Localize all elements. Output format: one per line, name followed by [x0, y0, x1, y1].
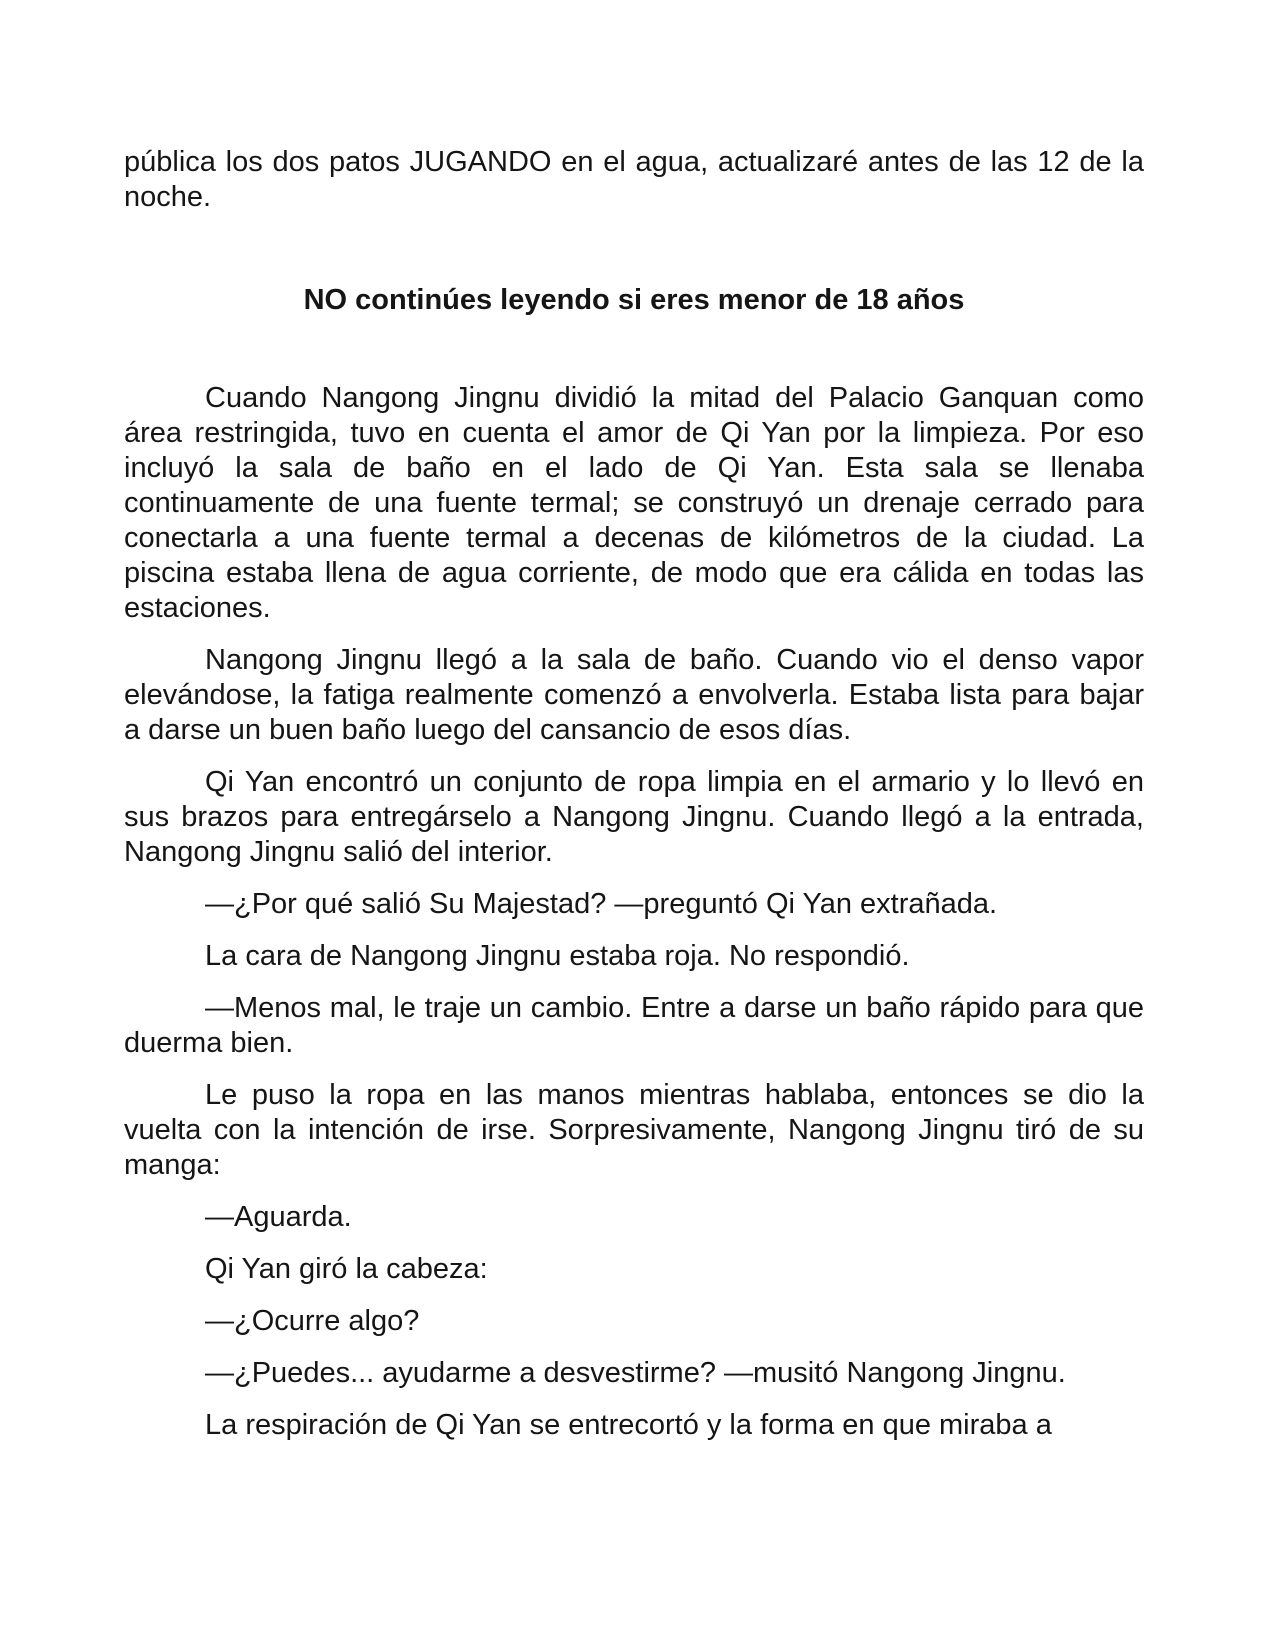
dialogue-paragraph: —¿Puedes... ayudarme a desvestirme? —musitó Nangong Jingnu. [205, 1357, 1066, 1389]
body-paragraph: Nangong Jingnu llegó a la sala de baño. Cuando vio el denso vapor elevándose, la fatiga realmente comenzó a envolverla. Estaba lista para bajar a darse un buen baño luego del cansancio de esos días. [124, 644, 1144, 746]
dialogue-paragraph: —Menos mal, le traje un cambio. Entre a darse un baño rápido para que duerma bien. [124, 992, 1144, 1059]
body-paragraph: Cuando Nangong Jingnu dividió la mitad del Palacio Ganquan como área restringida, tuvo en cuenta el amor de Qi Yan por la limpieza. Por eso incluyó la sala de baño en el lado de Qi Yan. Esta sala se llenaba continuamente de una fuente termal; se construyó un drenaje cerrado para conectarla a una fuente termal a decenas de kilómetros de la ciudad. La piscina estaba llena de agua corriente, de modo que era cálida en todas las estaciones. [124, 382, 1144, 624]
intro-paragraph: pública los dos patos JUGANDO en el agua, actualizaré antes de las 12 de la noche. [124, 146, 1144, 213]
body-paragraph: Le puso la ropa en las manos mientras hablaba, entonces se dio la vuelta con la intención de irse. Sorpresivamente, Nangong Jingnu tiró de su manga: [124, 1079, 1144, 1181]
dialogue-paragraph: —¿Ocurre algo? [205, 1305, 420, 1337]
age-warning-heading: NO continúes leyendo si eres menor de 18 años [303, 284, 965, 316]
dialogue-paragraph: —¿Por qué salió Su Majestad? —preguntó Qi Yan extrañada. [205, 888, 998, 920]
dialogue-paragraph: —Aguarda. [205, 1201, 352, 1233]
body-paragraph: Qi Yan encontró un conjunto de ropa limpia en el armario y lo llevó en sus brazos para entregárselo a Nangong Jingnu. Cuando llegó a la entrada, Nangong Jingnu salió del interior. [124, 766, 1144, 868]
page-content [124, 145, 1144, 1443]
body-paragraph: La respiración de Qi Yan se entrecortó y la forma en que miraba a [205, 1409, 1052, 1441]
body-paragraph: Qi Yan giró la cabeza: [205, 1253, 488, 1285]
body-paragraph: La cara de Nangong Jingnu estaba roja. No respondió. [205, 940, 910, 972]
